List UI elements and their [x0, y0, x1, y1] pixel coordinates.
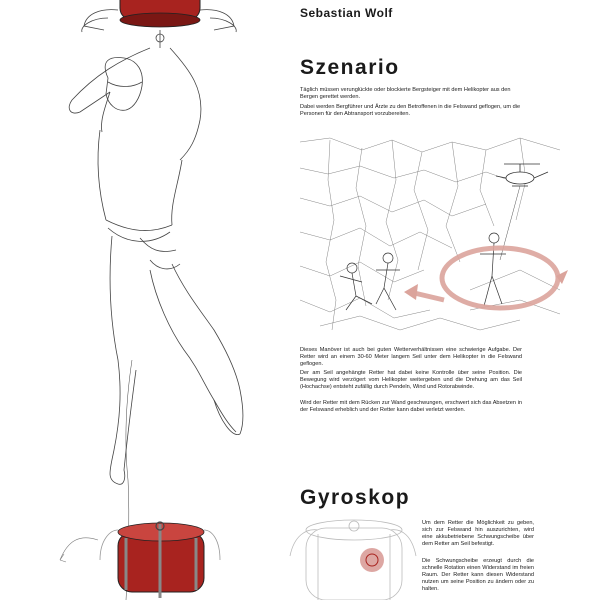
author-name: Sebastian Wolf [300, 6, 393, 20]
szenario-intro-paragraph: Täglich müssen verunglückte oder blockierte Bergsteiger mit dem Helikopter aus den Bergen gerettet werden. [300, 87, 511, 100]
section-title-szenario: Szenario [300, 56, 400, 79]
gyroskop-body-paragraph: Die Schwungscheibe erzeugt durch die schnelle Rotation einen Widerstand im freien Raum. Der Retter kann diesen Widerstand nutzen um seine Position zu ändern oder zu halten. [422, 558, 534, 592]
gyroskop-body-paragraph: Um dem Retter die Möglichkeit zu geben, sich zur Felswand hin auszurichten, wird eine akkubetriebene Schwungscheibe über dem Retter am Seil befestigt. [422, 520, 534, 547]
szenario-body-paragraph: Wird der Retter mit dem Rücken zur Wand geschwungen, erschwert sich das Absetzen in der Felswand erheblich und der Retter kann dabei verletzt werden. [300, 400, 522, 413]
szenario-body-paragraph: Der am Seil angehängte Retter hat dabei keine Kontrolle über seine Position. Die Bewegung wird verzögert vom Helikopter weitergeben und die Drehung am das Seil (Hochachse) entsteht zufällig durch Pendeln, Wind und Rotorabwinde. [300, 370, 522, 390]
section-title-gyroskop: Gyroskop [300, 486, 411, 509]
szenario-intro-paragraph: Dabei werden Bergführer und Ärzte zu den Betroffenen in die Felswand geflogen, um die Personen für den Abtransport vorzubereiten. [300, 104, 521, 117]
szenario-body-paragraph: Dieses Manöver ist auch bei guten Wetterverhältnissen eine schwierige Aufgabe. Der Retter wird an einem 30-60 Meter langem Seil unter dem Helikopter in die Felswand geflogen. [300, 347, 522, 367]
